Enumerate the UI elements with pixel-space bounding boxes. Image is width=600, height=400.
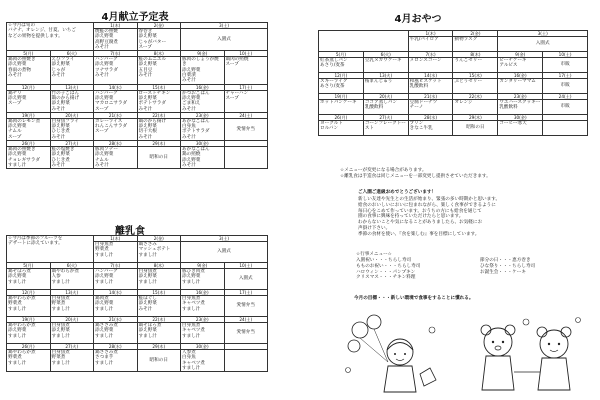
date-cell: 22(木)	[453, 94, 498, 100]
menu-cell: コーヒー寒天	[498, 121, 543, 136]
menu-cell: 鶏やわらか煮 添え野菜 すまし汁	[7, 323, 51, 344]
menu-cell: 白身魚フライ 添え野菜 ひじき煮 みそ汁	[50, 118, 94, 140]
date-cell: 9(金)	[181, 263, 225, 269]
date-cell: 12(月)	[7, 290, 51, 296]
menu-cell: 和風ビスケット 乳酸飲料	[408, 79, 453, 94]
menu-cell: 鶏そぼろ煮 添え野菜 すまし汁	[7, 269, 51, 290]
menu-cell: 鶏やわらか煮 野菜煮 すまし汁	[7, 350, 51, 372]
date-cell: 1(木)	[94, 236, 138, 242]
date-cell: 21(水)	[94, 112, 138, 118]
menu-cell: 紅茶蒸しパン あさり/麦茶	[319, 58, 364, 73]
menu-cell: 牛乳/パイロア	[408, 37, 453, 52]
weaning-title: 離乳食	[115, 226, 145, 237]
date-cell: 6(火)	[50, 51, 94, 57]
date-cell: 5(月)	[319, 52, 364, 58]
date-cell: 24(土)	[224, 317, 268, 323]
events-left: 入園祝い・・・ちらし寿司 もものお祝い・・・ちらし寿司 ハロウィン・・・パンプキン クリスマス・・・チキン料理	[356, 258, 421, 281]
menu-cell: えびフライ 添え野菜 じゃが みそ汁	[50, 57, 94, 84]
date-cell: 30(金)	[181, 344, 225, 350]
date-cell: 17(土)	[543, 73, 588, 79]
date-cell: 10(土)	[224, 263, 268, 269]
menu-cell: 昭和の日	[137, 147, 181, 169]
menu-cell: 白身魚煮 キャベツ煮 すまし汁	[181, 296, 225, 317]
girl-with-balloons-illustration	[340, 310, 450, 395]
date-cell: 30(金)	[181, 141, 225, 147]
menu-cell: かつおごはん 添え野菜 ごま和え みそ汁	[181, 90, 225, 112]
menu-cell: メロンスコーン	[408, 58, 453, 73]
date-cell: 20(火)	[363, 94, 408, 100]
menu-cell: カンタリーママム	[498, 79, 543, 94]
menu-cell: チャーハン スープ	[224, 90, 268, 112]
menu-cell: 市販	[543, 100, 588, 115]
menu-cell: 動物ラスク	[453, 37, 498, 52]
menu-cell: ハンバーグ 添え野菜 ツナサラダ みそ汁	[94, 57, 138, 84]
date-cell: 20(火)	[50, 112, 94, 118]
menu-cell: ローストチキン 添え野菜 ポテトサラダ みそ汁	[137, 90, 181, 112]
menu-cell: 鶏ささみ煮 添え野菜 すまし汁	[94, 323, 138, 344]
date-cell: 30(金)	[498, 115, 543, 121]
date-cell: 16(金)	[181, 290, 225, 296]
date-cell: 16(金)	[181, 84, 225, 90]
date-cell: 7(水)	[94, 51, 138, 57]
menu-cell: 市販	[543, 79, 588, 94]
menu-cell: 白身魚煮 野菜煮 すまし汁	[94, 242, 138, 263]
menu-cell: 白身魚煮 野菜煮 すまし汁	[50, 296, 94, 317]
menu-cell: 昭和の日	[453, 121, 498, 136]
menu-cell: 焼鮭の照焼 添え野菜 高野豆腐煮 みそ汁	[94, 29, 138, 51]
menu-cell: 鶏ささみ マッシュポテト すまし汁	[137, 242, 181, 263]
menu-cell: 鶏やわらか煮 人参 すまし汁	[50, 269, 94, 290]
menu-cell: 入園式	[224, 269, 268, 290]
menu-cell: ハンバーグ 添え野菜 マカロニサラダ スープ	[94, 90, 138, 112]
monthly-goal: 今月の目標・・・新しい環境で食事をすることに慣れる。	[354, 296, 474, 301]
date-cell: 29(木)	[137, 141, 181, 147]
menu-cell: 入園式	[181, 242, 268, 263]
date-cell: 14(水)	[94, 290, 138, 296]
date-cell: 14(水)	[408, 73, 453, 79]
date-cell: 19(月)	[319, 94, 364, 100]
date-cell: 23(金)	[498, 94, 543, 100]
date-cell: 1(木)	[94, 23, 138, 29]
menu-cell: 白身魚煮 添え野菜 すまし汁	[50, 323, 94, 344]
date-cell: 13(火)	[50, 290, 94, 296]
menu-cell: 鶏やわらか煮 野菜煮 すまし汁	[7, 296, 51, 317]
weaning-note: ☆今月は季節のフルーツを デザートに添えています。	[7, 236, 94, 263]
menu-cell: 豆腐ドーナツ チーノ	[408, 100, 453, 115]
snacks-note	[319, 31, 409, 52]
date-cell: 20(火)	[50, 317, 94, 323]
menu-cell	[224, 350, 268, 372]
date-cell: 27(火)	[50, 141, 94, 147]
date-cell: 28(水)	[94, 141, 138, 147]
menu-cell: ホットパンケーキ	[319, 100, 364, 115]
date-cell: 5(月)	[7, 263, 51, 269]
menu-cell: 昭和の日	[137, 350, 181, 372]
date-cell: 2(金)	[453, 31, 498, 37]
menu-cell: カレーライス れんこんサラダ スープ	[94, 118, 138, 140]
menu-cell: 鶏チリ 添え野菜 スープ	[7, 90, 51, 112]
date-cell: 12(月)	[7, 84, 51, 90]
menu-cell: あかなごはん 白身魚 ポテトサラダ みそ汁	[181, 118, 225, 140]
date-cell: 7(水)	[94, 263, 138, 269]
date-cell: 28(水)	[408, 115, 453, 121]
menu-cell: 鮭ほぐし 添え野菜 みそ汁	[137, 296, 181, 317]
menu-cell: 白身魚煮 添え野菜 すまし汁	[137, 269, 181, 290]
menu-cell: コーンフレークトースト	[363, 121, 408, 136]
menu-cell: 春巻き 添え野菜 じゃがバター スープ	[137, 29, 181, 51]
date-cell: 24(土)	[543, 94, 588, 100]
menu-cell: 鮭の塩焼き 添え野菜 ひじき煮 みそ汁	[50, 147, 94, 169]
menu-calendar	[6, 22, 268, 169]
date-cell: 5(月)	[7, 51, 51, 57]
menu-note: ☆今月は旬の バナナ、オレンジ、甘夏、いちご などの果物を提供します。	[7, 23, 94, 51]
menu-cell: ぶどうゼリー	[453, 79, 498, 94]
date-cell: 13(火)	[363, 73, 408, 79]
events-right: 節分の日・・・恵方巻き ひな祭り・・・ちらし寿司 お誕生会・・・ケーキ	[480, 258, 536, 275]
menu-cell: 白身魚煮 キャベツ煮 すまし汁	[181, 323, 225, 344]
date-cell: 23(金)	[181, 112, 225, 118]
date-cell: 15(木)	[453, 73, 498, 79]
date-cell: 29(木)	[137, 344, 181, 350]
menu-cell: 鶏肉煮 添え野菜 すまし汁	[94, 296, 138, 317]
date-cell: 6(火)	[50, 263, 94, 269]
events-title: ☆行事メニュー☆	[356, 252, 392, 257]
menu-cell: 愛情弁当	[224, 296, 268, 317]
weaning-calendar	[6, 235, 268, 372]
menu-cell: りんごゼリー	[453, 58, 498, 73]
menu-cell	[224, 147, 268, 169]
date-cell: 23(金)	[181, 317, 225, 323]
date-cell: 16(金)	[498, 73, 543, 79]
menu-cell: 鶏肉の照焼 スープ	[224, 57, 268, 84]
menu-cell: 豚肉ソテー 添え野菜 ナムル みそ汁	[94, 147, 138, 169]
date-cell: 13(火)	[50, 84, 94, 90]
greeting-body: 新しい友達や先生との生活が始まり、緊張の多い時期かと思います。 給食のおいしいにおいに包まれながら、楽しく食事ができるように 毎日心をこめて作っています。おうちの方にも給食を通じて 園の食事に興味を持っていただけたらと思います。 わからないことや気になることがありましたら、お気軽にお 声掛け下さい。 季節の食材を使い、『食を楽しむ』事を目標にしています。	[358, 197, 501, 237]
date-cell: 1(木)	[408, 31, 453, 37]
menu-cell: ココア蒸しパン 乳酸飲料	[363, 100, 408, 115]
date-cell: 10(土)	[224, 51, 268, 57]
date-cell: 17(土)	[224, 84, 268, 90]
date-cell: 15(木)	[137, 290, 181, 296]
greeting-title: ご入園ご進級おめでとうございます！	[358, 190, 437, 195]
menu-cell: 鶏そぼろ煮 添え野菜 すまし汁	[137, 323, 181, 344]
date-cell: 9(金)	[181, 51, 225, 57]
menu-cell: 入園式	[498, 37, 588, 52]
menu-cell: スキーライク あさり/麦茶	[319, 79, 364, 94]
menu-cell: 鶏ささみ煮 さつま芋 すまし汁	[94, 350, 138, 372]
menu-cell: 鶏肉の照焼き 添え野菜 チョレギサラダ すまし汁	[7, 147, 51, 169]
menu-cell: 鮭のムニエル 添え野菜 五目豆 みそ汁	[137, 57, 181, 84]
menu-cell: 市販	[543, 58, 588, 73]
date-cell: 14(水)	[94, 84, 138, 90]
snacks-title: 4月おやつ	[394, 14, 442, 25]
menu-cell: 竹の子ごはん 鶏のから揚げ 添え野菜 みそ汁	[50, 90, 94, 112]
menu-cell: 白身魚煮 野菜煮 すまし汁	[50, 350, 94, 372]
date-cell: 27(火)	[50, 344, 94, 350]
menu-cell: ウエハースクッキー 乳酸飲料	[498, 100, 543, 115]
date-cell: 3(土)	[181, 23, 268, 29]
menu-cell: 愛情弁当	[224, 118, 268, 140]
date-cell: 12(月)	[319, 73, 364, 79]
menu-cell: ピーチケーキ アルピス	[498, 58, 543, 73]
date-cell: 6(火)	[363, 52, 408, 58]
date-cell: 8(木)	[137, 263, 181, 269]
date-cell: 3(土)	[181, 236, 268, 242]
date-cell: 27(火)	[363, 115, 408, 121]
menu-cell: ハンバーグ 添え野菜 すまし汁	[94, 269, 138, 290]
menu-title: 4月献立予定表	[101, 12, 169, 23]
menu-cell: 鶏肉の照焼き 添え野菜 春雨の煮物 みそ汁	[7, 57, 51, 84]
right-page	[300, 0, 600, 400]
date-cell: 29(木)	[453, 115, 498, 121]
date-cell: 17(土)	[224, 290, 268, 296]
date-cell: 10(土)	[543, 52, 588, 58]
date-cell: 19(月)	[7, 112, 51, 118]
menu-cell: 豚ひき肉煮 添え野菜 すまし汁	[181, 269, 225, 290]
date-cell: 3(土)	[498, 31, 588, 37]
menu-cell: あかなごはん 鶏の照焼 添え野菜 みそ汁	[181, 147, 225, 169]
menu-cell: オレンジ	[453, 100, 498, 115]
menu-cell: 豆乳ヌガウケーキ	[363, 58, 408, 73]
date-cell: 2(金)	[137, 236, 181, 242]
date-cell: 24(土)	[224, 112, 268, 118]
menu-cell: 人参煮 白身魚 キャベツ煮 すまし汁	[181, 350, 225, 372]
date-cell: 8(木)	[137, 51, 181, 57]
date-cell: 28(水)	[94, 344, 138, 350]
date-cell: 22(木)	[137, 112, 181, 118]
menu-cell: 豚肉のしょうが焼き 添え野菜 白菜漬 みそ汁	[181, 57, 225, 84]
date-cell: 22(木)	[137, 317, 181, 323]
snacks-calendar	[318, 30, 588, 136]
menu-cell: プリン きなこ牛乳	[408, 121, 453, 136]
date-cell: 26(月)	[7, 141, 51, 147]
date-cell: 8(木)	[453, 52, 498, 58]
animals-illustration	[468, 312, 588, 394]
date-cell: 9(金)	[498, 52, 543, 58]
date-cell: 19(月)	[7, 317, 51, 323]
date-cell: 21(水)	[408, 94, 453, 100]
menu-cell	[543, 121, 588, 136]
menu-cell: 入園式	[181, 29, 268, 51]
date-cell: 26(月)	[319, 115, 364, 121]
menu-cell: 愛情弁当	[224, 323, 268, 344]
date-cell: 7(水)	[408, 52, 453, 58]
date-cell: 26(月)	[7, 344, 51, 350]
menu-cell: ヨーグルト ロルバン	[319, 121, 364, 136]
menu-cell: 鶏のから揚げ 添え野菜 切干大根 みそ汁	[137, 118, 181, 140]
date-cell: 15(木)	[137, 84, 181, 90]
menu-cell: 鶏肉のレモン煮 添え野菜 ナムル スープ	[7, 118, 51, 140]
notice: ☆メニューが変更になる場合があります。 ☆離乳食は手造食は同じメニューを一部変更し提供させていただきます。	[340, 168, 491, 179]
menu-cell: 桜まんじゅう	[363, 79, 408, 94]
date-cell: 21(水)	[94, 317, 138, 323]
date-cell: 2(金)	[137, 23, 181, 29]
